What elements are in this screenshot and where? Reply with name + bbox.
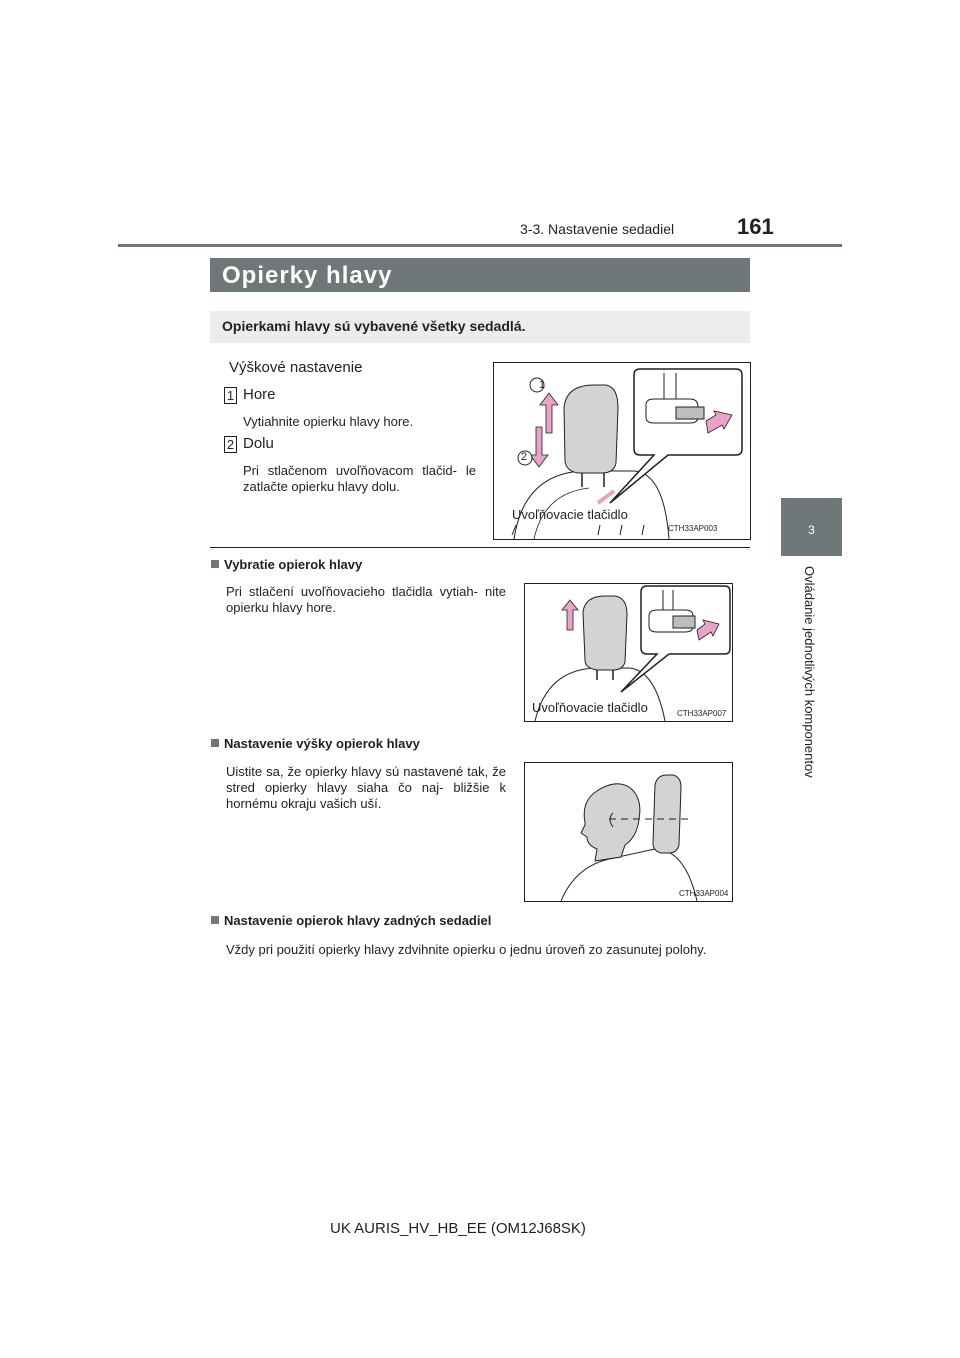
bullet-square-icon xyxy=(211,560,219,568)
figure-head-position xyxy=(524,762,733,902)
section-header: 3-3. Nastavenie sedadiel xyxy=(520,221,675,237)
item-label-up: Hore xyxy=(243,386,276,403)
item-number-1: 1 xyxy=(224,387,237,404)
item-text-up: Vytiahnite opierku hlavy hore. xyxy=(243,414,414,429)
page-number: 161 xyxy=(737,214,774,239)
header-rule xyxy=(118,244,842,247)
footer-code: UK AURIS_HV_HB_EE (OM12J68SK) xyxy=(330,1220,586,1237)
section-heading-removal: Vybratie opierok hlavy xyxy=(211,557,362,572)
section-text-rear: Vždy pri použití opierky hlavy zdvihnite opierku o jednu úroveň zo zasunutej polohy. xyxy=(226,942,707,957)
item-label-down: Dolu xyxy=(243,435,274,452)
bullet-square-icon xyxy=(211,739,219,747)
figure1-number-2: 2 xyxy=(521,451,528,463)
figure2-code: CTH33AP007 xyxy=(677,709,727,718)
figure-headrest-removal xyxy=(524,583,733,722)
figure1-number-1: 1 xyxy=(539,379,546,391)
figure3-code: CTH33AP004 xyxy=(679,889,729,898)
chapter-title: Ovládanie jednotlivých komponentov xyxy=(802,566,817,778)
figure-headrest-height xyxy=(493,362,751,540)
bullet-square-icon xyxy=(211,916,219,924)
intro-text: Opierkami hlavy sú vybavené všetky sedadlá. xyxy=(222,318,526,334)
chapter-number: 3 xyxy=(808,523,815,537)
section-divider xyxy=(210,547,750,548)
page-title: Opierky hlavy xyxy=(222,262,393,289)
figure1-label: Uvoľňovacie tlačidlo xyxy=(512,507,628,522)
section-text-height: Uistite sa, že opierky hlavy sú nastavené tak, že stred opierky hlavy siaha čo naj- bližšie k hornému okraju vašich uší. xyxy=(226,764,506,811)
section-heading-rear: Nastavenie opierok hlavy zadných sedadiel xyxy=(211,913,491,928)
section-text-removal: Pri stlačení uvoľňovacieho tlačidla vytiah- nite opierku hlavy hore. xyxy=(226,584,506,615)
section-heading-height: Nastavenie výšky opierok hlavy xyxy=(211,736,420,751)
height-adjust-heading: Výškové nastavenie xyxy=(229,359,363,376)
figure2-label: Uvoľňovacie tlačidlo xyxy=(532,700,648,715)
item-text-down: Pri stlačenom uvoľňovacom tlačid- le zatlačte opierku hlavy dolu. xyxy=(243,463,476,494)
figure1-code: CTH33AP003 xyxy=(668,524,718,533)
item-number-2: 2 xyxy=(224,436,237,453)
